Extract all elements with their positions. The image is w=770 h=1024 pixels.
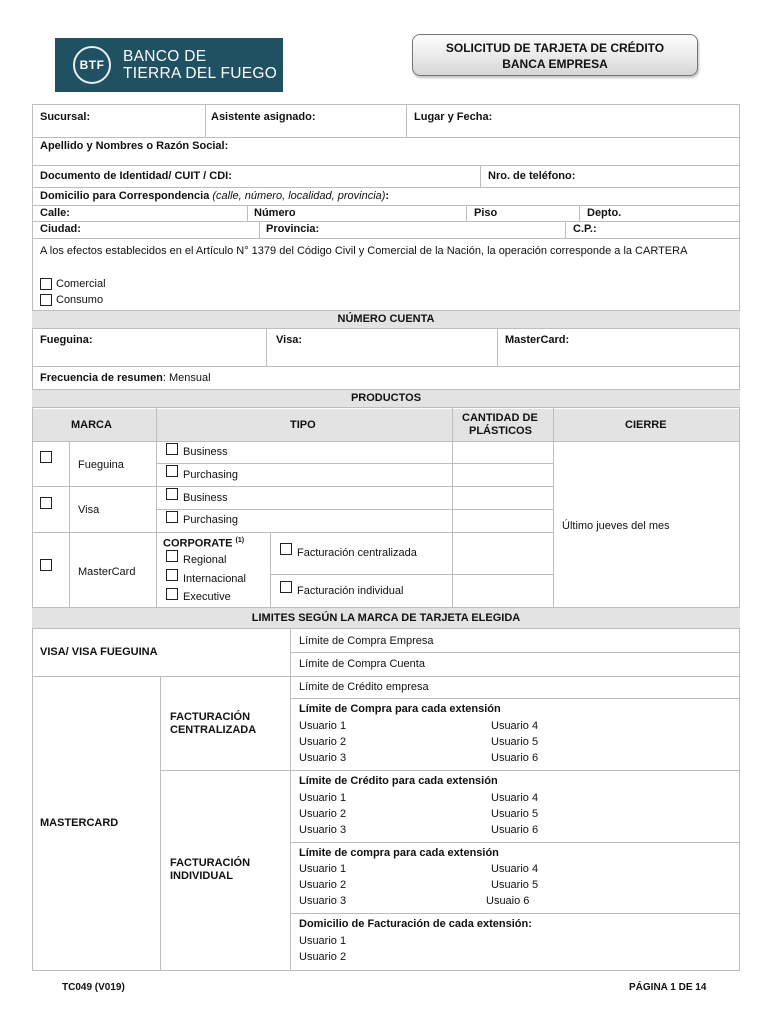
- col-cantidad-1: CANTIDAD DE: [462, 412, 538, 424]
- lugar-fecha-field[interactable]: Lugar y Fecha:: [414, 111, 493, 123]
- limite-compra-cuenta[interactable]: Límite de Compra Cuenta: [299, 658, 425, 670]
- divider: [32, 441, 740, 442]
- fact-centralizada-checkbox[interactable]: [280, 543, 292, 555]
- fueguina-business-checkbox[interactable]: [166, 443, 178, 455]
- bank-logo: [55, 38, 283, 92]
- visa-fueguina-label: VISA/ VISA FUEGUINA: [40, 646, 158, 658]
- domicilio-hint: (calle, número, localidad, provincia): [212, 190, 386, 202]
- cuenta-mastercard-label: MasterCard:: [505, 334, 570, 346]
- depto-field[interactable]: Depto.: [587, 207, 622, 219]
- divider: [452, 408, 453, 607]
- blk4-usuario-2[interactable]: Usuario 2: [299, 951, 347, 963]
- divider: [266, 329, 267, 366]
- divider: [32, 676, 740, 677]
- calle-field[interactable]: Calle:: [40, 207, 70, 219]
- blk2-usuario-2[interactable]: Usuario 2: [299, 808, 347, 820]
- divider: [156, 408, 157, 441]
- divider: [247, 205, 248, 221]
- cuenta-fueguina-label: Fueguina:: [40, 334, 93, 346]
- btf-logo-icon: BTF: [73, 46, 111, 84]
- bank-name: [123, 48, 277, 82]
- divider: [69, 441, 70, 607]
- divider: [156, 463, 553, 464]
- blk2-usuario-4[interactable]: Usuario 4: [491, 792, 539, 804]
- divider: [270, 574, 553, 575]
- fact-individual-checkbox[interactable]: [280, 581, 292, 593]
- blk1-usuario-4[interactable]: Usuario 4: [491, 720, 539, 732]
- blk2-usuario-1[interactable]: Usuario 1: [299, 792, 347, 804]
- row-divider: [32, 221, 740, 222]
- form-frame: [32, 104, 740, 971]
- marca-mastercard-checkbox[interactable]: [40, 559, 52, 571]
- cuenta-mastercard-field[interactable]: [505, 334, 569, 346]
- blk3-usuario-1[interactable]: Usuario 1: [299, 863, 347, 875]
- col-tipo: TIPO: [290, 419, 316, 431]
- cartera-consumo-label: Consumo: [56, 294, 104, 306]
- form-title-line2: BANCA EMPRESA: [502, 57, 608, 71]
- divider: [156, 509, 553, 510]
- blk3-usuario-3[interactable]: Usuario 3: [299, 895, 347, 907]
- divider: [406, 105, 407, 137]
- marca-mastercard-label: MasterCard: [78, 566, 136, 578]
- ciudad-field[interactable]: Ciudad:: [40, 223, 81, 235]
- mastercard-label: MASTERCARD: [40, 817, 119, 829]
- row-divider: [32, 238, 740, 239]
- domicilio-label: Domicilio para Correspondencia: [40, 190, 210, 202]
- fact-centralizada-1: FACTURACIÓN: [170, 711, 251, 723]
- cuenta-visa-label: Visa:: [276, 334, 303, 346]
- corporate-footnote: (1): [235, 537, 245, 544]
- form-title: [412, 34, 698, 76]
- col-cierre: CIERRE: [625, 419, 667, 431]
- bank-name-line1: BANCO DE: [123, 48, 207, 65]
- blk1-usuario-3[interactable]: Usuario 3: [299, 752, 347, 764]
- corporate-internacional-checkbox[interactable]: [166, 569, 178, 581]
- divider: [290, 842, 740, 843]
- frecuencia-resumen: [40, 372, 211, 384]
- visa-business-checkbox[interactable]: [166, 488, 178, 500]
- cartera-comercial-label: Comercial: [56, 278, 106, 290]
- marca-visa-label: Visa: [78, 504, 100, 516]
- numero-field[interactable]: Número: [254, 207, 296, 219]
- page-number: PÁGINA 1 DE 14: [629, 982, 707, 993]
- frecuencia-value: : Mensual: [162, 372, 211, 384]
- provincia-field[interactable]: Provincia:: [266, 223, 320, 235]
- corporate-internacional-label: Internacional: [183, 573, 246, 585]
- apellido-field[interactable]: Apellido y Nombres o Razón Social:: [40, 140, 229, 152]
- blk2-usuario-3[interactable]: Usuario 3: [299, 824, 347, 836]
- fueguina-purchasing-checkbox[interactable]: [166, 465, 178, 477]
- piso-field[interactable]: Piso: [474, 207, 498, 219]
- domicilio-heading: Domicilio para Correspondencia (calle, número, localidad, provincia):: [40, 190, 390, 202]
- documento-field[interactable]: Documento de Identidad/ CUIT / CDI:: [40, 170, 232, 182]
- corporate-label: [163, 537, 244, 550]
- divider: [205, 105, 206, 137]
- divider: [553, 408, 554, 607]
- cartera-text: A los efectos establecidos en el Artículo N° 1379 del Código Civil y Comercial de la Nación, la operación corresponde a la CARTERA: [40, 245, 688, 257]
- cuenta-fueguina-field[interactable]: [40, 334, 93, 346]
- row-divider: [32, 187, 740, 188]
- blk4-usuario-1[interactable]: Usuario 1: [299, 935, 347, 947]
- blk3-usuario-4[interactable]: Usuario 4: [491, 863, 539, 875]
- bank-name-line2: TIERRA DEL FUEGO: [123, 65, 278, 82]
- fact-centralizada-label: Facturación centralizada: [297, 547, 417, 559]
- divider: [290, 698, 740, 699]
- blk3-title: Límite de compra para cada extensión: [299, 847, 499, 859]
- form-title-line1: SOLICITUD DE TARJETA DE CRÉDITO: [445, 41, 665, 55]
- blk2-usuario-5[interactable]: Usuario 5: [491, 808, 539, 820]
- cartera-consumo-checkbox[interactable]: [40, 294, 52, 306]
- divider: [290, 652, 740, 653]
- blk1-usuario-6[interactable]: Usuario 6: [491, 752, 539, 764]
- fact-individual-1: FACTURACIÓN: [170, 857, 251, 869]
- fueguina-purchasing-label: Purchasing: [183, 469, 239, 481]
- form-code: TC049 (V019): [62, 982, 125, 993]
- limite-credito-empresa[interactable]: Límite de Crédito empresa: [299, 681, 429, 693]
- marca-fueguina-label: Fueguina: [78, 459, 124, 471]
- sucursal-field[interactable]: Sucursal:: [40, 111, 91, 123]
- cierre-value: Último jueves del mes: [562, 520, 670, 532]
- col-marca: MARCA: [71, 419, 112, 431]
- asistente-field[interactable]: Asistente asignado:: [211, 111, 316, 123]
- frecuencia-label: Frecuencia de resumen: [40, 372, 163, 384]
- corporate-text: CORPORATE: [163, 537, 233, 550]
- divider: [466, 205, 467, 221]
- fact-individual-label: Facturación individual: [297, 585, 404, 597]
- blk2-title: Límite de Crédito para cada extensión: [299, 775, 498, 787]
- divider: [579, 205, 580, 221]
- divider: [156, 441, 157, 607]
- marca-fueguina-checkbox[interactable]: [40, 451, 52, 463]
- limite-compra-empresa[interactable]: Límite de Compra Empresa: [299, 635, 434, 647]
- corporate-regional-checkbox[interactable]: [166, 550, 178, 562]
- divider: [160, 770, 740, 771]
- divider: [160, 676, 161, 971]
- divider: [290, 913, 740, 914]
- corporate-regional-label: Regional: [183, 554, 227, 566]
- row-divider: [32, 165, 740, 166]
- blk1-usuario-1[interactable]: Usuario 1: [299, 720, 347, 732]
- blk1-usuario-2[interactable]: Usuario 2: [299, 736, 347, 748]
- limites-header: LIMITES SEGÚN LA MARCA DE TARJETA ELEGIDA: [32, 607, 740, 629]
- blk3-usuario-2[interactable]: Usuario 2: [299, 879, 347, 891]
- corporate-executive-label: Executive: [183, 591, 231, 603]
- corporate-executive-checkbox[interactable]: [166, 588, 178, 600]
- visa-business-label: Business: [183, 492, 228, 504]
- cuenta-visa-field[interactable]: [276, 334, 302, 346]
- blk1-title: Límite de Compra para cada extensión: [299, 703, 501, 715]
- row-divider: [32, 137, 740, 138]
- productos-header: PRODUCTOS: [32, 389, 740, 408]
- telefono-field[interactable]: Nro. de teléfono:: [488, 170, 576, 182]
- divider: [290, 676, 291, 971]
- col-cantidad-2: PLÁSTICOS: [469, 425, 532, 437]
- blk4-title: Domicilio de Facturación de cada extensión:: [299, 918, 532, 930]
- divider: [497, 329, 498, 366]
- row-divider: [32, 205, 740, 206]
- blk3-usuario-6[interactable]: Usuaio 6: [486, 895, 530, 907]
- divider: [565, 221, 566, 238]
- fueguina-business-label: Business: [183, 446, 228, 458]
- divider: [270, 532, 271, 607]
- numero-cuenta-header: NÚMERO CUENTA: [32, 310, 740, 329]
- row-divider: [32, 366, 740, 367]
- blk2-usuario-6[interactable]: Usuario 6: [491, 824, 539, 836]
- divider: [32, 532, 553, 533]
- fact-centralizada-2: CENTRALIZADA: [170, 724, 257, 736]
- blk3-usuario-5[interactable]: Usuario 5: [491, 879, 539, 891]
- blk1-usuario-5[interactable]: Usuario 5: [491, 736, 539, 748]
- divider: [259, 221, 260, 238]
- divider: [32, 486, 553, 487]
- divider: [480, 165, 481, 187]
- fact-individual-2: INDIVIDUAL: [170, 870, 233, 882]
- cartera-comercial-checkbox[interactable]: [40, 278, 52, 290]
- cp-field[interactable]: C.P.:: [573, 223, 597, 235]
- marca-visa-checkbox[interactable]: [40, 497, 52, 509]
- visa-purchasing-label: Purchasing: [183, 514, 239, 526]
- visa-purchasing-checkbox[interactable]: [166, 511, 178, 523]
